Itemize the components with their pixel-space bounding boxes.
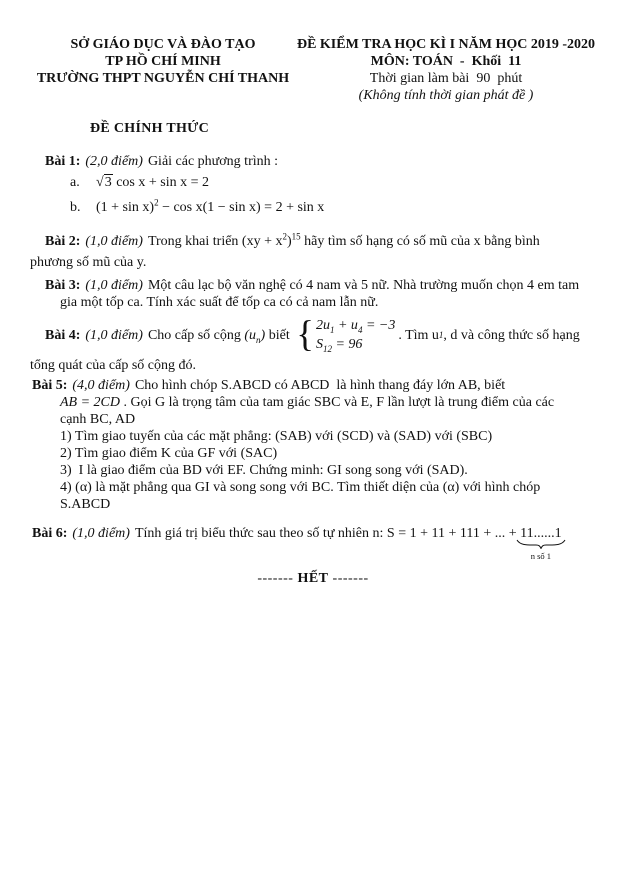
official-exam-label: ĐỀ CHÍNH THỨC	[90, 121, 210, 136]
eq2-sub: 12	[322, 343, 332, 354]
problem-6-row	[30, 525, 596, 561]
problem-4-line2: tổng quát của cấp số cộng đó.	[30, 358, 197, 373]
problem-2-points: (1,0 điểm)	[85, 234, 143, 249]
sequence-open: (u	[244, 327, 257, 343]
problem-4-post: . Tìm u	[398, 327, 439, 343]
binomial-base: (xy + x	[241, 234, 283, 249]
problem-3-line2: gia một tốp ca. Tính xác suất để tốp ca có cả nam lẫn nữ.	[60, 295, 379, 310]
item-b-expression-rest: − cos x(1 − sin x) = 2 + sin x	[158, 200, 325, 215]
equation-2	[316, 335, 395, 354]
eq1-sub2: 4	[357, 324, 363, 335]
item-b-exponent: 2	[154, 197, 159, 208]
header-right-block	[296, 36, 596, 104]
problem-1-text: Giải các phương trình :	[147, 154, 279, 169]
binomial-close: )	[286, 234, 292, 249]
problem-4-label: Bài 4:	[45, 327, 81, 343]
problem-5-line2	[60, 394, 596, 411]
problem-4-post-rest: , d và công thức số hạng	[443, 327, 580, 343]
problem-1-points: (2,0 điểm)	[85, 154, 143, 169]
system-equations	[314, 316, 395, 354]
problem-4-pre: Cho cấp số cộng	[147, 327, 245, 343]
problem-6-text: Tính giá trị biểu thức sau theo số tự nhiên n:	[134, 526, 387, 541]
problem-5-item-4: 4) (α) là mặt phẳng qua GI và song song với BC. Tìm thiết diện của (α) với hình chóp	[60, 480, 541, 495]
problem-4-biet: biết	[268, 327, 294, 343]
problem-2-pre: Trong khai triển	[147, 234, 242, 249]
problem-5-item-3: 3) I là giao điểm của BD với EF. Chứng minh: GI song song với (SAD).	[60, 463, 468, 478]
exam-title: ĐỀ KIỂM TRA HỌC KÌ I NĂM HỌC 2019 -2020	[296, 37, 596, 52]
sequence-subscript: n	[256, 334, 261, 345]
problem-5-label: Bài 5:	[32, 378, 68, 393]
problem-1-item-a	[70, 170, 596, 195]
sequence-symbol	[244, 327, 268, 344]
radical-sign: √	[96, 175, 104, 190]
problem-6-label: Bài 6:	[32, 526, 68, 541]
eq1-sub1: 1	[329, 324, 335, 335]
equation-1	[316, 316, 395, 335]
problem-5-math: AB = 2CD	[60, 395, 120, 410]
problem-6-points: (1,0 điểm)	[72, 526, 130, 541]
department-line: SỞ GIÁO DỤC VÀ ĐÀO TẠO	[70, 37, 256, 52]
item-a-expression: cos x + sin x = 2	[112, 175, 209, 190]
problem-1-label: Bài 1:	[45, 154, 81, 169]
system-brace: {	[296, 314, 314, 355]
problem-5-line2-rest: . Gọi G là trọng tâm của tam giác SBC và E, F lần lượt là trung điểm của các	[120, 395, 555, 410]
problem-5-item-1: 1) Tìm giao tuyến của các mặt phẳng: (SAB) với (SCD) và (SAD) với (SBC)	[60, 429, 493, 444]
radicand: 3	[104, 175, 112, 190]
item-b-marker: b.	[70, 200, 81, 215]
underbrace-term	[520, 525, 562, 561]
problem-2-label: Bài 2:	[45, 234, 81, 249]
end-dashes-left: -------	[257, 571, 294, 586]
eq2-term: S	[315, 337, 323, 352]
series-formula: S = 1 + 11 + 111 + ... +	[386, 526, 521, 541]
binomial-outer-exponent: 15	[291, 231, 301, 242]
header-left-block	[30, 36, 296, 104]
binomial-inner-exponent: 2	[282, 231, 287, 242]
problem-3-line1	[30, 277, 596, 294]
sequence-close: )	[260, 327, 269, 343]
eq1-term2: + u	[334, 318, 358, 333]
radical-expression	[96, 174, 113, 190]
problem-5-text: Cho hình chóp S.ABCD có ABCD là hình thang đáy lớn AB, biết	[134, 378, 506, 393]
item-a-marker: a.	[70, 175, 80, 190]
problem-5-item-2: 2) Tìm giao điểm K của GF với (SAC)	[60, 446, 278, 461]
problem-5-points: (4,0 điểm)	[72, 378, 130, 393]
underbrace-label: n số 1	[530, 551, 552, 561]
binomial-expression	[241, 231, 301, 249]
end-label: HẾT	[297, 571, 329, 586]
eq1-rhs: = −3	[362, 318, 396, 333]
problem-3-label: Bài 3:	[45, 278, 81, 293]
problem-2-post: hãy tìm số hạng có số mũ của x bằng bình	[300, 234, 540, 249]
underbrace-top-text: 11......1	[520, 526, 562, 541]
city-line: TP HỒ CHÍ MINH	[105, 54, 221, 69]
eq2-rhs: = 96	[331, 337, 363, 352]
problem-3-text: Một câu lạc bộ văn nghệ có 4 nam và 5 nữ. Nhà trường muốn chọn 4 em tam	[147, 278, 580, 293]
problem-4-points: (1,0 điểm)	[85, 327, 143, 343]
school-line: TRƯỜNG THPT NGUYỄN CHÍ THANH	[36, 71, 290, 86]
end-dashes-right: -------	[332, 571, 369, 586]
problem-3-points: (1,0 điểm)	[85, 278, 143, 293]
problem-5-line3: cạnh BC, AD	[60, 412, 136, 427]
problem-5-line1	[30, 377, 596, 394]
problem-1-heading	[30, 153, 596, 170]
header	[30, 36, 596, 104]
problem-5-item-4-cont: S.ABCD	[60, 497, 111, 512]
problem-4-row: Bài 4: (1,0 điểm) Cho cấp số cộng $(u_n)$ biết { $2u_1 + u_4 = -3$ $S_{12} = 96$ . Tìm u 1 , d và công thức số hạng	[45, 314, 580, 355]
end-of-exam-line	[30, 570, 596, 587]
subject-line: MÔN: TOÁN - Khối 11	[370, 54, 522, 69]
item-b-expression-base: (1 + sin x)	[96, 200, 155, 215]
problem-2-line2: phương số mũ của y.	[30, 255, 147, 270]
duration-line: Thời gian làm bài 90 phút	[369, 71, 523, 86]
eq1-term1: 2u	[315, 318, 330, 333]
problem-2-line1	[30, 230, 596, 254]
problem-1-item-b	[70, 195, 596, 220]
equation-system	[296, 316, 395, 354]
note-line: (Không tính thời gian phát đề )	[358, 88, 534, 103]
